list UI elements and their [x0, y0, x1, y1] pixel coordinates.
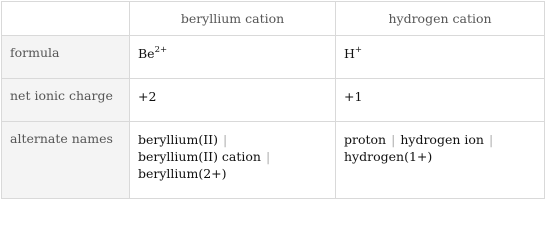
charge-beryllium: +2 — [130, 79, 336, 122]
formula-beryllium-charge: 2+ — [154, 45, 168, 55]
name-separator: | — [488, 132, 494, 147]
ion-comparison-table — [1, 1, 545, 199]
header-corner-cell — [2, 2, 130, 36]
name-separator: | — [391, 132, 396, 147]
name-separator: | — [222, 132, 228, 147]
column-header-beryllium: beryllium cation — [130, 2, 336, 36]
name-separator: | — [266, 149, 271, 164]
alt-name-beryllium-2: beryllium(II) cation — [138, 149, 261, 164]
alt-name-beryllium-1: beryllium(II) — [138, 132, 218, 147]
table-row-net-ionic-charge — [2, 79, 545, 122]
charge-hydrogen: +1 — [336, 79, 545, 122]
alt-name-hydrogen-2: hydrogen ion — [400, 132, 484, 147]
formula-hydrogen — [336, 36, 545, 79]
row-label-formula: formula — [2, 36, 130, 79]
formula-beryllium — [130, 36, 336, 79]
column-header-hydrogen: hydrogen cation — [336, 2, 545, 36]
formula-hydrogen-base: H — [344, 46, 355, 61]
alt-name-beryllium-3: beryllium(2+) — [138, 166, 227, 181]
table-row-formula — [2, 36, 545, 79]
table-row-alternate-names — [2, 122, 545, 199]
row-label-alternate-names: alternate names — [2, 122, 130, 199]
alternate-names-hydrogen — [336, 122, 545, 199]
table-header-row — [2, 2, 545, 36]
formula-beryllium-base: Be — [138, 46, 155, 61]
formula-hydrogen-charge: + — [354, 45, 363, 55]
alt-name-hydrogen-1: proton — [344, 132, 387, 147]
alt-name-hydrogen-3: hydrogen(1+) — [344, 149, 433, 164]
alternate-names-beryllium — [130, 122, 336, 199]
row-label-net-ionic-charge: net ionic charge — [2, 79, 130, 122]
